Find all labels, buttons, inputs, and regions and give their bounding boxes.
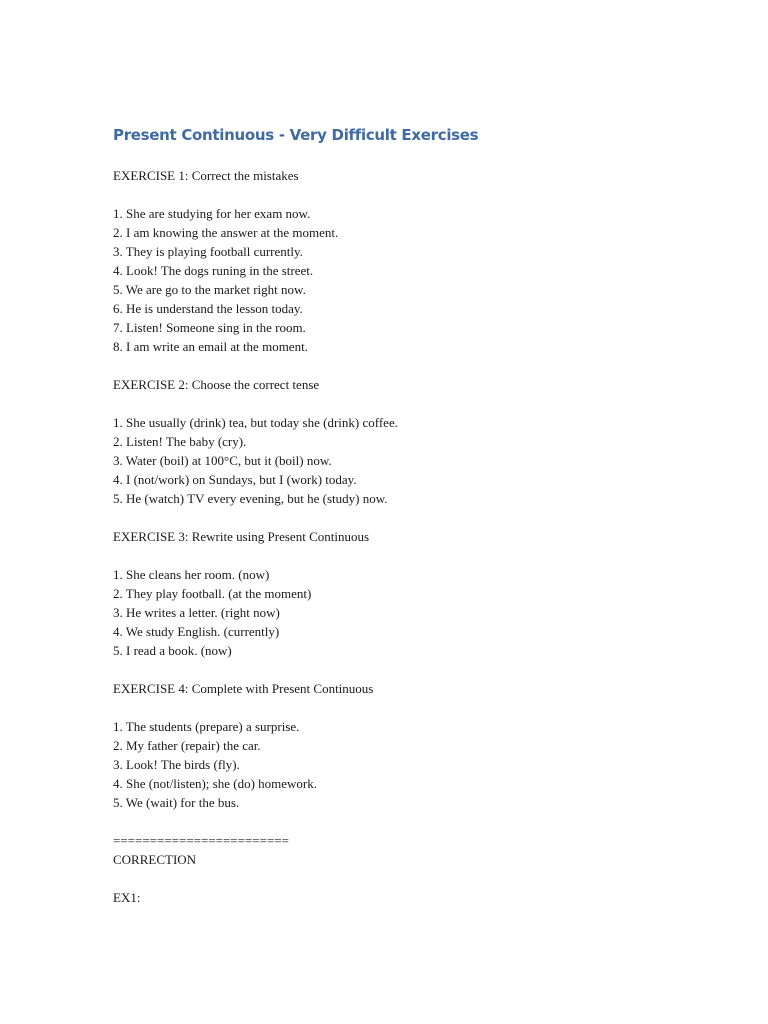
exercise-2-item: 1. She usually (drink) tea, but today she (drink) coffee. [113,415,398,430]
exercise-2-item: 5. He (watch) TV every evening, but he (study) now. [113,491,388,506]
exercise-1-heading: EXERCISE 1: Correct the mistakes [113,168,299,183]
exercise-2-heading: EXERCISE 2: Choose the correct tense [113,377,320,392]
exercise-1-item: 5. We are go to the market right now. [113,282,306,297]
exercise-4-item: 2. My father (repair) the car. [113,738,261,753]
exercise-4-heading: EXERCISE 4: Complete with Present Continuous [113,681,374,696]
exercise-1-item: 8. I am write an email at the moment. [113,339,308,354]
correction-section [113,831,713,907]
exercise-1-item: 6. He is understand the lesson today. [113,301,303,316]
exercise-2-item: 4. I (not/work) on Sundays, but I (work) today. [113,472,357,487]
exercise-1-item: 3. They is playing football currently. [113,244,303,259]
document-page [113,124,713,907]
exercise-1-item: 4. Look! The dogs runing in the street. [113,263,314,278]
exercise-3-item: 5. I read a book. (now) [113,643,232,658]
exercise-2 [113,375,713,527]
exercise-3 [113,527,713,679]
exercise-2-item: 2. Listen! The baby (cry). [113,434,247,449]
exercise-1-item: 2. I am knowing the answer at the moment. [113,225,339,240]
exercise-4 [113,679,713,831]
exercise-1 [113,166,713,375]
exercise-3-item: 2. They play football. (at the moment) [113,586,312,601]
exercise-3-item: 3. He writes a letter. (right now) [113,605,280,620]
exercise-4-item: 5. We (wait) for the bus. [113,795,240,810]
exercise-4-item: 1. The students (prepare) a surprise. [113,719,300,734]
exercise-1-item: 1. She are studying for her exam now. [113,206,311,221]
separator-line: ======================== [113,833,289,848]
exercise-4-item: 4. She (not/listen); she (do) homework. [113,776,317,791]
exercise-2-item: 3. Water (boil) at 100°C, but it (boil) now. [113,453,332,468]
exercise-4-item: 3. Look! The birds (fly). [113,757,240,772]
exercise-3-heading: EXERCISE 3: Rewrite using Present Continuous [113,529,370,544]
exercise-1-item: 7. Listen! Someone sing in the room. [113,320,306,335]
correction-heading: CORRECTION [113,852,197,867]
exercise-3-item: 1. She cleans her room. (now) [113,567,270,582]
exercise-3-item: 4. We study English. (currently) [113,624,280,639]
ex1-label: EX1: [113,890,141,905]
document-title: Present Continuous - Very Difficult Exercises [113,126,479,144]
